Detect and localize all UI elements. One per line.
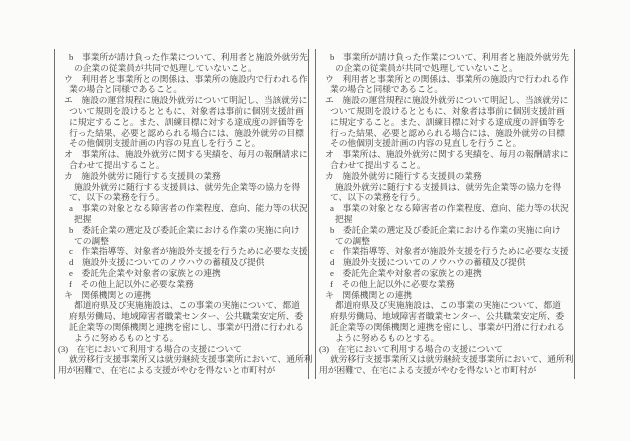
text-line: c 作業指導等、対象者が施設外支援を行うために必要な支援	[330, 246, 569, 257]
text-line: ついて規則を設けるとともに、対象者は事前に個別支援計画	[69, 105, 304, 116]
text-line: a 事業の対象となる障害者の作業程度、意向、能力等の状況	[330, 203, 569, 214]
text-line: 施設外就労に随行する支援員は、就労先企業等の協力を得	[335, 181, 562, 192]
text-line: 府県労働局、地域障害者職業センター、公共職業安定所、委	[330, 311, 565, 322]
text-line: オ 事業所は、施設外就労に関する実績を、毎月の報酬請求に	[64, 149, 308, 160]
text-line: d 施設外支援についてのノウハウの蓄積及び提供	[69, 257, 265, 268]
text-line: の企業の従業員が共同で処理していないこと。	[74, 62, 257, 73]
page-left-column	[54, 49, 313, 379]
text-line: 業の場合と同様であること。	[69, 84, 183, 95]
text-line: キ 関係機関との連携	[325, 289, 412, 300]
text-line: (3) 在宅において利用する場合の支援について	[58, 343, 242, 354]
text-line: 施設外就労に随行する支援員は、就労先企業等の協力を得	[74, 181, 301, 192]
text-line: 行った結果、必要と認められる場合には、施設外就労の目標	[330, 127, 565, 138]
text-line: 合わせて提出すること。	[330, 159, 426, 170]
text-line: 把握	[335, 213, 353, 224]
text-line: e 委託先企業や対象者の家族との連携	[69, 267, 221, 278]
text-line: て、以下の業務を行う。	[69, 192, 165, 203]
text-line: b 委託企業の選定及び委託企業における作業の実施に向け	[330, 224, 561, 235]
text-line: ように努めるものとする。	[335, 332, 440, 343]
text-line: 就労移行支援事業所又は就労継続支援事業所において、通所利	[330, 354, 574, 365]
text-line: d 施設外支援についてのノウハウの蓄積及び提供	[330, 257, 526, 268]
text-line: 就労移行支援事業所又は就労継続支援事業所において、通所利	[69, 354, 313, 365]
text-line: f その他上記以外に必要な業務	[69, 278, 194, 289]
text-line: カ 施設外就労に随行する支援員の業務	[325, 170, 482, 181]
text-line: に規定すること。また、訓練目標に対する達成度の評価等を	[69, 116, 304, 127]
text-line: に規定すること。また、訓練目標に対する達成度の評価等を	[330, 116, 565, 127]
text-line: その他個別支援計画の内容の見直しを行うこと。	[69, 138, 261, 149]
text-line: 都道府県及び実施施設は、この事業の実施について、都道	[74, 300, 300, 311]
text-line: その他個別支援計画の内容の見直しを行うこと。	[330, 138, 522, 149]
text-line: ウ 利用者と事業所との関係は、事業所の施設内で行われる作	[325, 73, 569, 84]
text-line: b 事業所が請け負った作業について、利用者と施設外就労先	[69, 52, 308, 62]
text-line: ように努めるものとする。	[74, 332, 179, 343]
text-line: 用が困難で、在宅による支援がやむを得ないと市町村が	[58, 365, 276, 376]
page-right-column	[315, 49, 575, 379]
text-line: キ 関係機関との連携	[64, 289, 151, 300]
text-line: て、以下の業務を行う。	[330, 192, 426, 203]
text-line: の企業の従業員が共同で処理していないこと。	[335, 62, 518, 73]
text-line: オ 事業所は、施設外就労に関する実績を、毎月の報酬請求に	[325, 149, 569, 160]
text-line: 把握	[74, 213, 92, 224]
text-line: エ 施設の運営規程に施設外就労について明記し、当該就労に	[64, 95, 308, 106]
text-line: f その他上記以外に必要な業務	[330, 278, 455, 289]
text-line: ての調整	[335, 235, 370, 246]
text-line: 行った結果、必要と認められる場合には、施設外就労の目標	[69, 127, 304, 138]
text-line: 業の場合と同様であること。	[330, 84, 444, 95]
text-line: ついて規則を設けるとともに、対象者は事前に個別支援計画	[330, 105, 565, 116]
text-line: b 事業所が請け負った作業について、利用者と施設外就労先	[330, 52, 569, 62]
text-line: 託企業等の関係機関と連携を密にし、事業が円滑に行われる	[330, 321, 565, 332]
text-line: エ 施設の運営規程に施設外就労について明記し、当該就労に	[325, 95, 569, 106]
text-line: e 委託先企業や対象者の家族との連携	[330, 267, 482, 278]
text-line: b 委託企業の選定及び委託企業における作業の実施に向け	[69, 224, 300, 235]
text-line: 用が困難で、在宅による支援がやむを得ないと市町村が	[319, 365, 537, 376]
text-line: ウ 利用者と事業所との関係は、事業所の施設内で行われる作	[64, 73, 308, 84]
text-line: 合わせて提出すること。	[69, 159, 165, 170]
text-line: 府県労働局、地域障害者職業センター、公共職業安定所、委	[69, 311, 304, 322]
text-line: 都道府県及び実施施設は、この事業の実施について、都道	[335, 300, 561, 311]
text-line: ての調整	[74, 235, 109, 246]
text-line: カ 施設外就労に随行する支援員の業務	[64, 170, 221, 181]
text-line: (3) 在宅において利用する場合の支援について	[319, 343, 503, 354]
text-line: c 作業指導等、対象者が施設外支援を行うために必要な支援	[69, 246, 308, 257]
text-line: a 事業の対象となる障害者の作業程度、意向、能力等の状況	[69, 203, 308, 214]
text-line: 託企業等の関係機関と連携を密にし、事業が円滑に行われる	[69, 321, 304, 332]
